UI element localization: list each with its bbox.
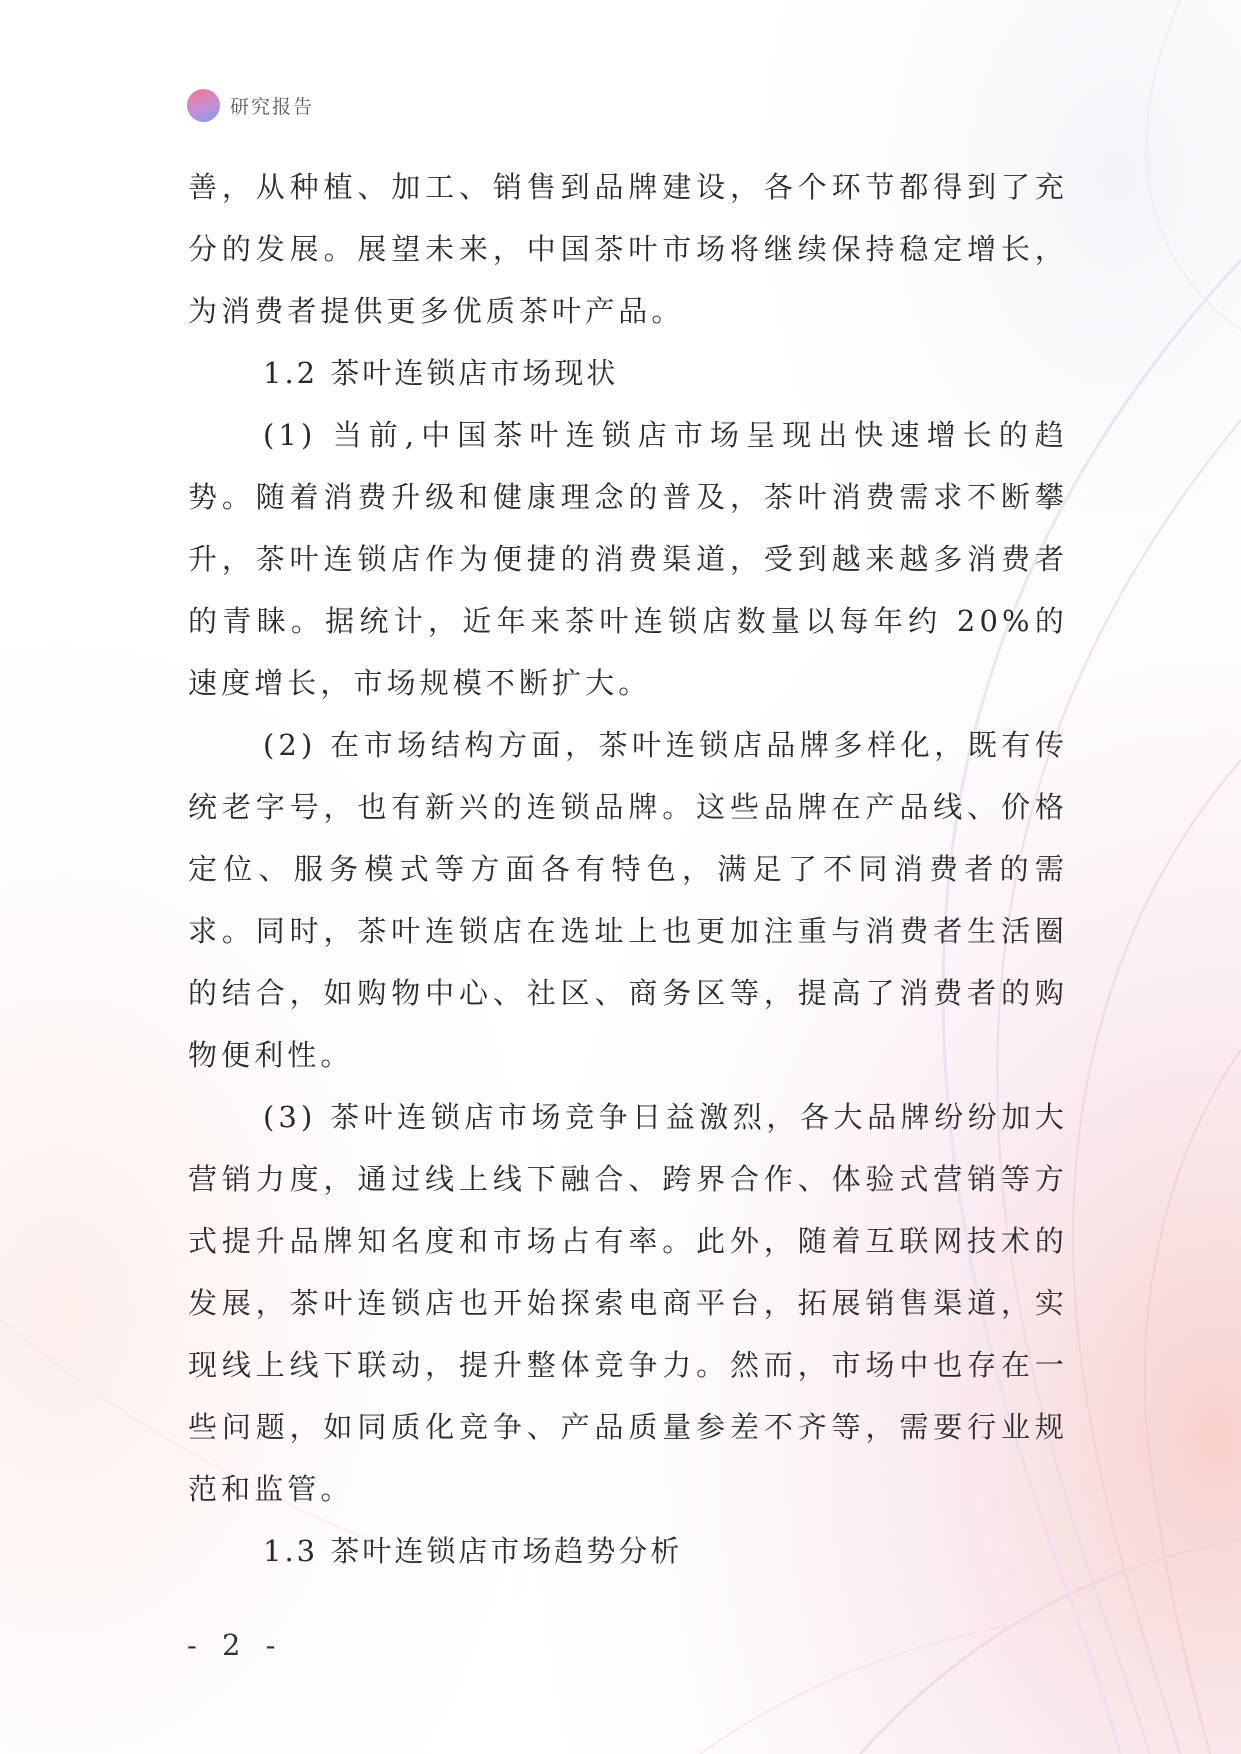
- logo-circle-icon: [187, 89, 220, 122]
- paragraph-1: (1) 当前,中国茶叶连锁店市场呈现出快速增长的趋势。随着消费升级和健康理念的普及，茶叶消费需求不断攀升，茶叶连锁店作为便捷的消费渠道，受到越来越多消费者的青睐。据统计，近年来茶叶连锁店数量以每年约 20%的速度增长，市场规模不断扩大。: [188, 418, 1068, 700]
- page-number: - 2 -: [187, 1628, 284, 1662]
- section-heading-1-3: 1.3 茶叶连锁店市场趋势分析: [263, 1534, 683, 1568]
- header-title: 研究报告: [230, 95, 315, 118]
- paragraph-2: (2) 在市场结构方面，茶叶连锁店品牌多样化，既有传统老字号，也有新兴的连锁品牌。这些品牌在产品线、价格定位、服务模式等方面各有特色，满足了不同消费者的需求。同时，茶叶连锁店在选址上也更加注重与消费者生活圈的结合，如购物中心、社区、商务区等，提高了消费者的购物便利性。: [188, 728, 1068, 1072]
- paragraph-3: (3) 茶叶连锁店市场竞争日益激烈，各大品牌纷纷加大营销力度，通过线上线下融合、跨界合作、体验式营销等方式提升品牌知名度和市场占有率。此外，随着互联网技术的发展，茶叶连锁店也开始探索电商平台，拓展销售渠道，实现线上线下联动，提升整体竞争力。然而，市场中也存在一些问题，如同质化竞争、产品质量参差不齐等，需要行业规范和监管。: [188, 1100, 1068, 1506]
- report-header: [187, 88, 314, 122]
- document-body: [188, 156, 1068, 1582]
- section-heading-1-2: 1.2 茶叶连锁店市场现状: [263, 356, 619, 390]
- paragraph-continued: 善，从种植、加工、销售到品牌建设，各个环节都得到了充分的发展。展望未来，中国茶叶市场将继续保持稳定增长，为消费者提供更多优质茶叶产品。: [188, 170, 1068, 328]
